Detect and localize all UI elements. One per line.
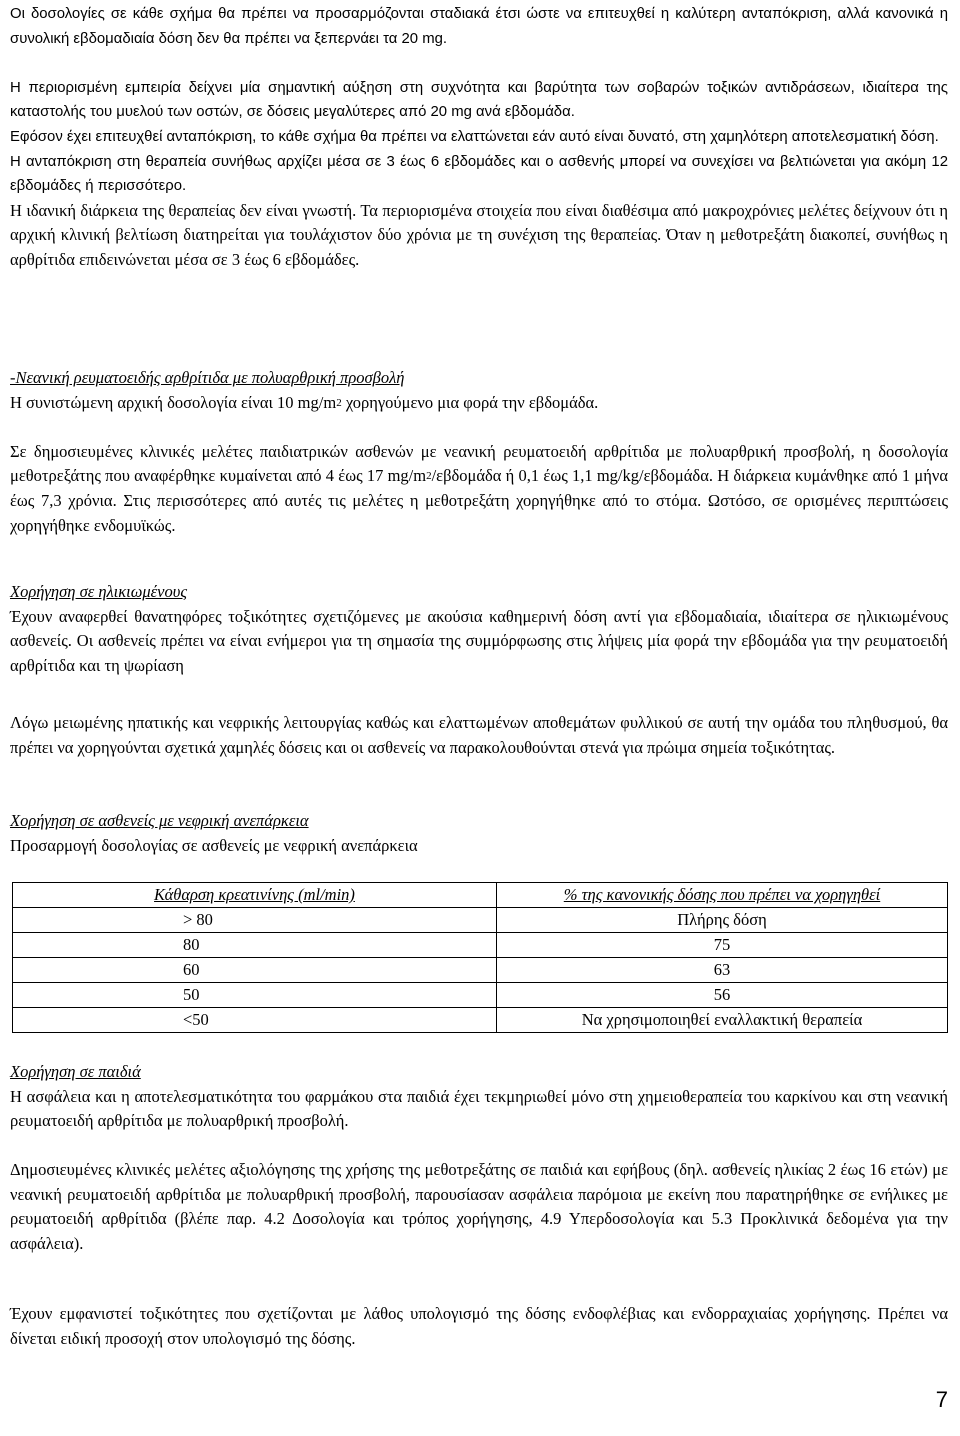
juvenile-studies (10, 440, 948, 538)
table-row (13, 1008, 948, 1033)
juvenile-studies-text: Σε δημοσιευμένες κλινικές μελέτες παιδιατρικών ασθενών με νεανική ρευματοειδή αρθρίτιδα με πολυαρθρική προσβολή, η δοσολογία μεθοτρεξάτης που αναφέρθηκε κυμαίνεται από 4 έως 17 mg/m (10, 441, 948, 486)
table-row (13, 958, 948, 983)
table-cell: <50 (13, 1008, 497, 1033)
table-row (13, 983, 948, 1008)
children-paragraph: Έχουν εμφανιστεί τοξικότητες που σχετίζονται με λάθος υπολογισμό της δόσης ενδοφλέβιας και ενδορραχιαίας χορήγησης. Πρέπει να δίνεται ειδική προσοχή στον υπολογισμό της δόσης. (10, 1304, 948, 1348)
elderly-heading-text: Χορήγηση σε ηλικιωμένους (10, 582, 188, 601)
juvenile-dose (10, 391, 948, 416)
table-header-clearance: Κάθαρση κρεατινίνης (ml/min) (13, 883, 497, 908)
page-number: 7 (935, 1387, 948, 1412)
table-header-dose: % της κανονικής δόσης που πρέπει να χορηγηθεί (497, 883, 948, 908)
children-section (10, 1060, 948, 1134)
renal-section (10, 809, 948, 858)
duration-lead: Η ιδανική διάρκεια της θεραπείας δεν είναι γνωστή. (10, 200, 357, 220)
children-section-2 (10, 1158, 948, 1256)
table-cell: 80 (13, 933, 497, 958)
children-heading-text: Χορήγηση σε παιδιά (10, 1062, 141, 1081)
elderly-section-2 (10, 711, 948, 760)
renal-dose-table (12, 882, 948, 1033)
intro-paragraph: Εφόσον έχει επιτευχθεί ανταπόκριση, το κάθε σχήμα θα πρέπει να ελαττώνεται εάν αυτό είναι δυνατό, στη χαμηλότερη αποτελεσματική δόση. (10, 128, 939, 145)
intro-paragraph: Οι δοσολογίες σε κάθε σχήμα θα πρέπει να προσαρμόζονται σταδιακά έτσι ώστε να επιτευχθεί η καλύτερη ανταπόκριση, αλλά κανονικά η συνολική εβδομαδιαία δόση δεν θα πρέπει να ξεπερνάει τα 20 mg. (10, 6, 948, 47)
table-cell: 56 (497, 983, 948, 1008)
children-paragraph: Η ασφάλεια και η αποτελεσματικότητα του φαρμάκου στα παιδιά έχει τεκμηριωθεί μόνο στη χημειοθεραπεία του καρκίνου και στη νεανική ρευματοειδή αρθρίτιδα με πολυαρθρική προσβολή. (10, 1086, 948, 1131)
table-row (13, 908, 948, 933)
juvenile-dose-text: Η συνιστώμενη αρχική δοσολογία είναι 10 mg/m (10, 392, 337, 412)
juvenile-heading-text: -Νεανική ρευματοειδής αρθρίτιδα με πολυαρθρική προσβολή (10, 368, 405, 387)
elderly-paragraph: Λόγω μειωμένης ηπατικής και νεφρικής λειτουργίας καθώς και ελαττωμένων αποθεμάτων φυλλικού σε αυτή την ομάδα του πληθυσμού, θα πρέπει να χορηγούνται σχετικά χαμηλές δόσεις και οι ασθενείς να παρακολουθούνται στενά για πρώιμα σημεία τοξικότητας. (10, 713, 948, 757)
intro-section (10, 2, 948, 273)
renal-heading (10, 809, 948, 834)
table-cell: 60 (13, 958, 497, 983)
juvenile-heading (10, 366, 948, 391)
juvenile-section (10, 366, 948, 538)
table-cell: > 80 (13, 908, 497, 933)
juvenile-studies-sup: 2 (426, 470, 432, 483)
elderly-heading (10, 580, 948, 605)
table-cell: 63 (497, 958, 948, 983)
juvenile-studies-text-end: /εβδομάδα ή 0,1 έως 1,1 mg/kg/εβδομάδα. Η διάρκεια κυμάνθηκε από 1 μήνα έως 7,3 χρόνια. Στις περισσότερες από αυτές τις μελέτες η μεθοτρεξάτη χορηγήθηκε από το στόμα. Ωστόσο, σε ορισμένες περιπτώσεις χορηγήθηκε ενδομυϊκώς. (10, 466, 948, 535)
intro-paragraph: Η ανταπόκριση στη θεραπεία συνήθως αρχίζει μέσα σε 3 έως 6 εβδομάδες και ο ασθενής μπορεί να συνεχίσει να βελτιώνεται για ακόμη 12 εβδομάδες ή περισσότερο. (10, 153, 948, 195)
table-cell: Πλήρης δόση (497, 908, 948, 933)
intro-paragraph (10, 199, 948, 273)
table-cell: Να χρησιμοποιηθεί εναλλακτική θεραπεία (497, 1008, 948, 1033)
table-cell: 75 (497, 933, 948, 958)
juvenile-dose-sup: 2 (336, 396, 342, 409)
renal-subtitle: Προσαρμογή δοσολογίας σε ασθενείς με νεφρική ανεπάρκεια (10, 835, 418, 855)
intro-paragraph: Η περιορισμένη εμπειρία δείχνει μία σημαντική αύξηση στη συχνότητα και βαρύτητα των σοβαρών τοξικών αντιδράσεων, ιδιαίτερα της καταστολής του μυελού των οστών, σε δόσεις μεγαλύτερες από 20 mg ανά εβδομάδα. (10, 79, 948, 121)
table-header-row (13, 883, 948, 908)
juvenile-dose-text-end: χορηγούμενο μια φορά την εβδομάδα. (341, 392, 599, 412)
elderly-section (10, 580, 948, 678)
duration-rest: Τα περιορισμένα στοιχεία που είναι διαθέσιμα από μακροχρόνιες μελέτες δείχνουν ότι η αρχική κλινική βελτίωση διατηρείται για τουλάχιστον δύο χρόνια με τη συνέχιση της θεραπείας. Όταν η μεθοτρεξάτη διακοπεί, συνήθως η αρθρίτιδα επιδεινώνεται μέσα σε 3 έως 6 εβδομάδες. (10, 200, 948, 269)
renal-heading-text: Χορήγηση σε ασθενείς με νεφρική ανεπάρκεια (10, 811, 309, 830)
children-paragraph: Δημοσιευμένες κλινικές μελέτες αξιολόγησης της χρήσης της μεθοτρεξάτης σε παιδιά και εφήβους (δηλ. ασθενείς ηλικίας 2 έως 16 ετών) με νεανική ρευματοειδή αρθρίτιδα με πολυαρθρική προσβολή, παρουσίασαν ασφάλεια παρόμοια με εκείνη που παρατηρήθηκε σε ενήλικες με ρευματοειδή αρθρίτιδα (βλέπε παρ. 4.2 Δοσολογία και τρόπος χορήγησης, 4.9 Υπερδοσολογία και 5.3 Προκλινικά δεδομένα για την ασφάλεια). (10, 1160, 948, 1253)
children-heading (10, 1060, 948, 1085)
elderly-paragraph: Έχουν αναφερθεί θανατηφόρες τοξικότητες σχετιζόμενες με ακούσια καθημερινή δόση αντί για εβδομαδιαία, ιδιαίτερα σε ηλικιωμένους ασθενείς. Οι ασθενείς πρέπει να είναι ενήμεροι για τη σημασία της συμμόρφωσης στις λήψεις μία φορά την εβδομάδα για την ρευματοειδή αρθρίτιδα και τη ψωρίαση (10, 606, 948, 675)
table-cell: 50 (13, 983, 497, 1008)
children-section-3 (10, 1302, 948, 1351)
table-row (13, 933, 948, 958)
